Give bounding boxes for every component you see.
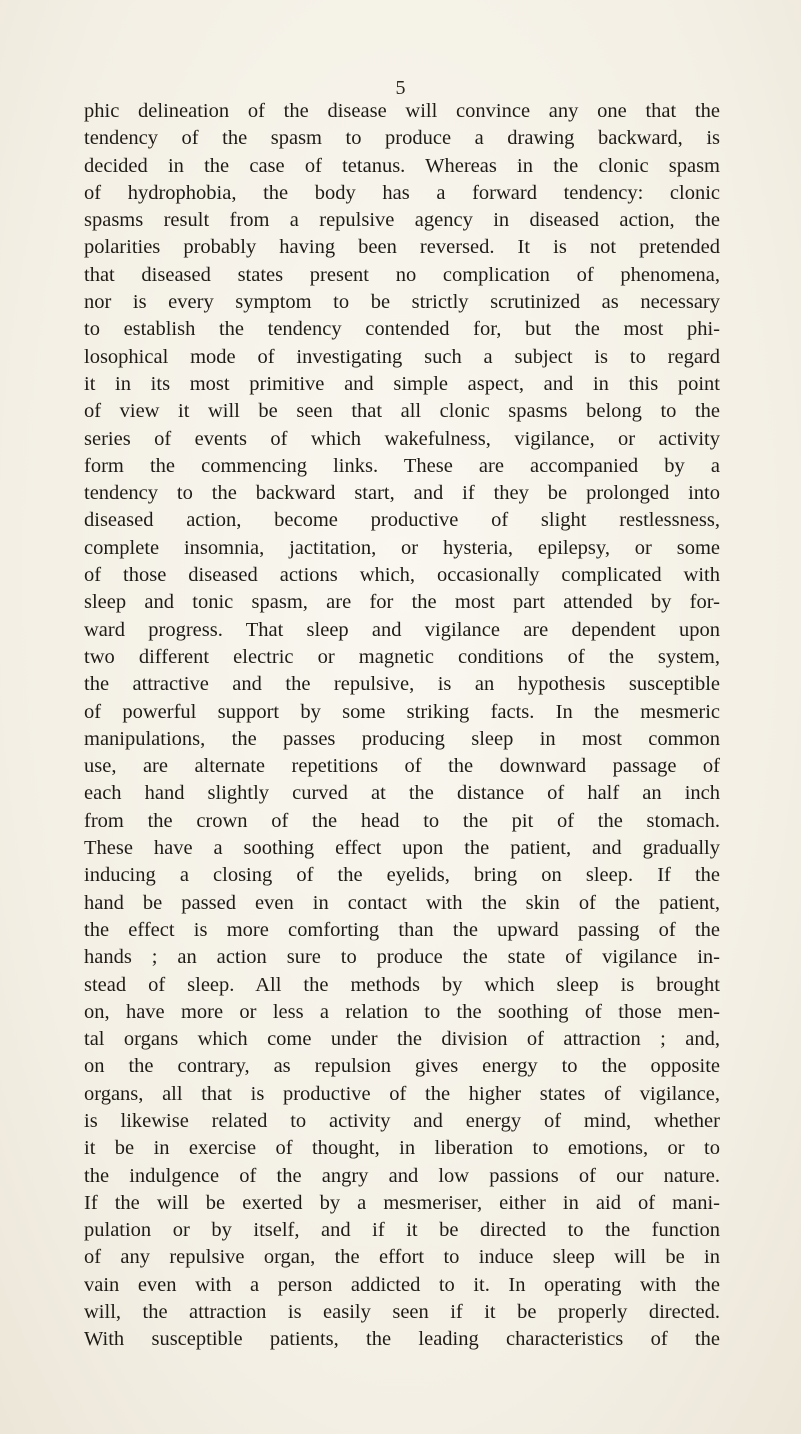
- text-line: hands ; an action sure to produce the state of vigilance in-: [84, 946, 720, 969]
- text-line: use, are alternate repetitions of the downward passage of: [84, 755, 720, 778]
- text-line: If the will be exerted by a mesmeriser, either in aid of mani-: [84, 1191, 720, 1214]
- text-line: the attractive and the repulsive, is an hypothesis susceptible: [84, 673, 720, 696]
- text-line: inducing a closing of the eyelids, bring on sleep. If the: [84, 864, 720, 887]
- text-line: the effect is more comforting than the upward passing of the: [84, 918, 720, 941]
- text-line: two different electric or magnetic conditions of the system,: [84, 645, 720, 668]
- text-line: decided in the case of tetanus. Whereas in the clonic spasm: [84, 154, 720, 177]
- text-line: organs, all that is productive of the higher states of vigilance,: [84, 1082, 720, 1105]
- text-line: that diseased states present no complication of phenomena,: [84, 263, 720, 286]
- text-line: pulation or by itself, and if it be directed to the function: [84, 1219, 720, 1242]
- text-line: These have a soothing effect upon the patient, and gradually: [84, 837, 720, 860]
- page-number: 5: [395, 77, 406, 99]
- text-line: ward progress. That sleep and vigilance are dependent upon: [84, 618, 720, 641]
- text-line: With susceptible patients, the leading characteristics of the: [84, 1328, 720, 1351]
- text-line: of view it will be seen that all clonic spasms belong to the: [84, 400, 720, 423]
- text-line: of powerful support by some striking facts. In the mesmeric: [84, 700, 720, 723]
- text-line: sleep and tonic spasm, are for the most part attended by for-: [84, 591, 720, 614]
- text-line: form the commencing links. These are accompanied by a: [84, 454, 720, 477]
- text-line: hand be passed even in contact with the skin of the patient,: [84, 891, 720, 914]
- text-line: series of events of which wakefulness, vigilance, or activity: [84, 427, 720, 450]
- text-line: is likewise related to activity and energy of mind, whether: [84, 1109, 720, 1132]
- text-line: of any repulsive organ, the effort to induce sleep will be in: [84, 1246, 720, 1269]
- text-line: each hand slightly curved at the distance of half an inch: [84, 782, 720, 805]
- text-line: polarities probably having been reversed. It is not pretended: [84, 236, 720, 259]
- text-line: spasms result from a repulsive agency in diseased action, the: [84, 209, 720, 232]
- text-line: from the crown of the head to the pit of the stomach.: [84, 809, 720, 832]
- body-text: [84, 98, 720, 1354]
- text-line: will, the attraction is easily seen if it be properly directed.: [84, 1301, 720, 1324]
- text-line: it be in exercise of thought, in liberation to emotions, or to: [84, 1137, 720, 1160]
- text-line: on the contrary, as repulsion gives energy to the opposite: [84, 1055, 720, 1078]
- text-line: tendency of the spasm to produce a drawing backward, is: [84, 127, 720, 150]
- text-line: diseased action, become productive of slight restlessness,: [84, 509, 720, 532]
- text-line: vain even with a person addicted to it. In operating with the: [84, 1273, 720, 1296]
- text-line: of those diseased actions which, occasionally complicated with: [84, 564, 720, 587]
- text-line: nor is every symptom to be strictly scrutinized as necessary: [84, 291, 720, 314]
- text-line: tendency to the backward start, and if they be prolonged into: [84, 482, 720, 505]
- text-line: complete insomnia, jactitation, or hysteria, epilepsy, or some: [84, 536, 720, 559]
- text-line: phic delineation of the disease will convince any one that the: [84, 100, 720, 122]
- text-line: the indulgence of the angry and low passions of our nature.: [84, 1164, 720, 1187]
- text-line: on, have more or less a relation to the soothing of those men-: [84, 1000, 720, 1023]
- text-line: stead of sleep. All the methods by which sleep is brought: [84, 973, 720, 996]
- text-line: manipulations, the passes producing sleep in most common: [84, 727, 720, 750]
- text-line: tal organs which come under the division of attraction ; and,: [84, 1028, 720, 1051]
- text-line: of hydrophobia, the body has a forward tendency: clonic: [84, 181, 720, 204]
- text-line: losophical mode of investigating such a subject is to regard: [84, 345, 720, 368]
- text-line: to establish the tendency contended for, but the most phi-: [84, 318, 720, 341]
- text-line: it in its most primitive and simple aspect, and in this point: [84, 372, 720, 395]
